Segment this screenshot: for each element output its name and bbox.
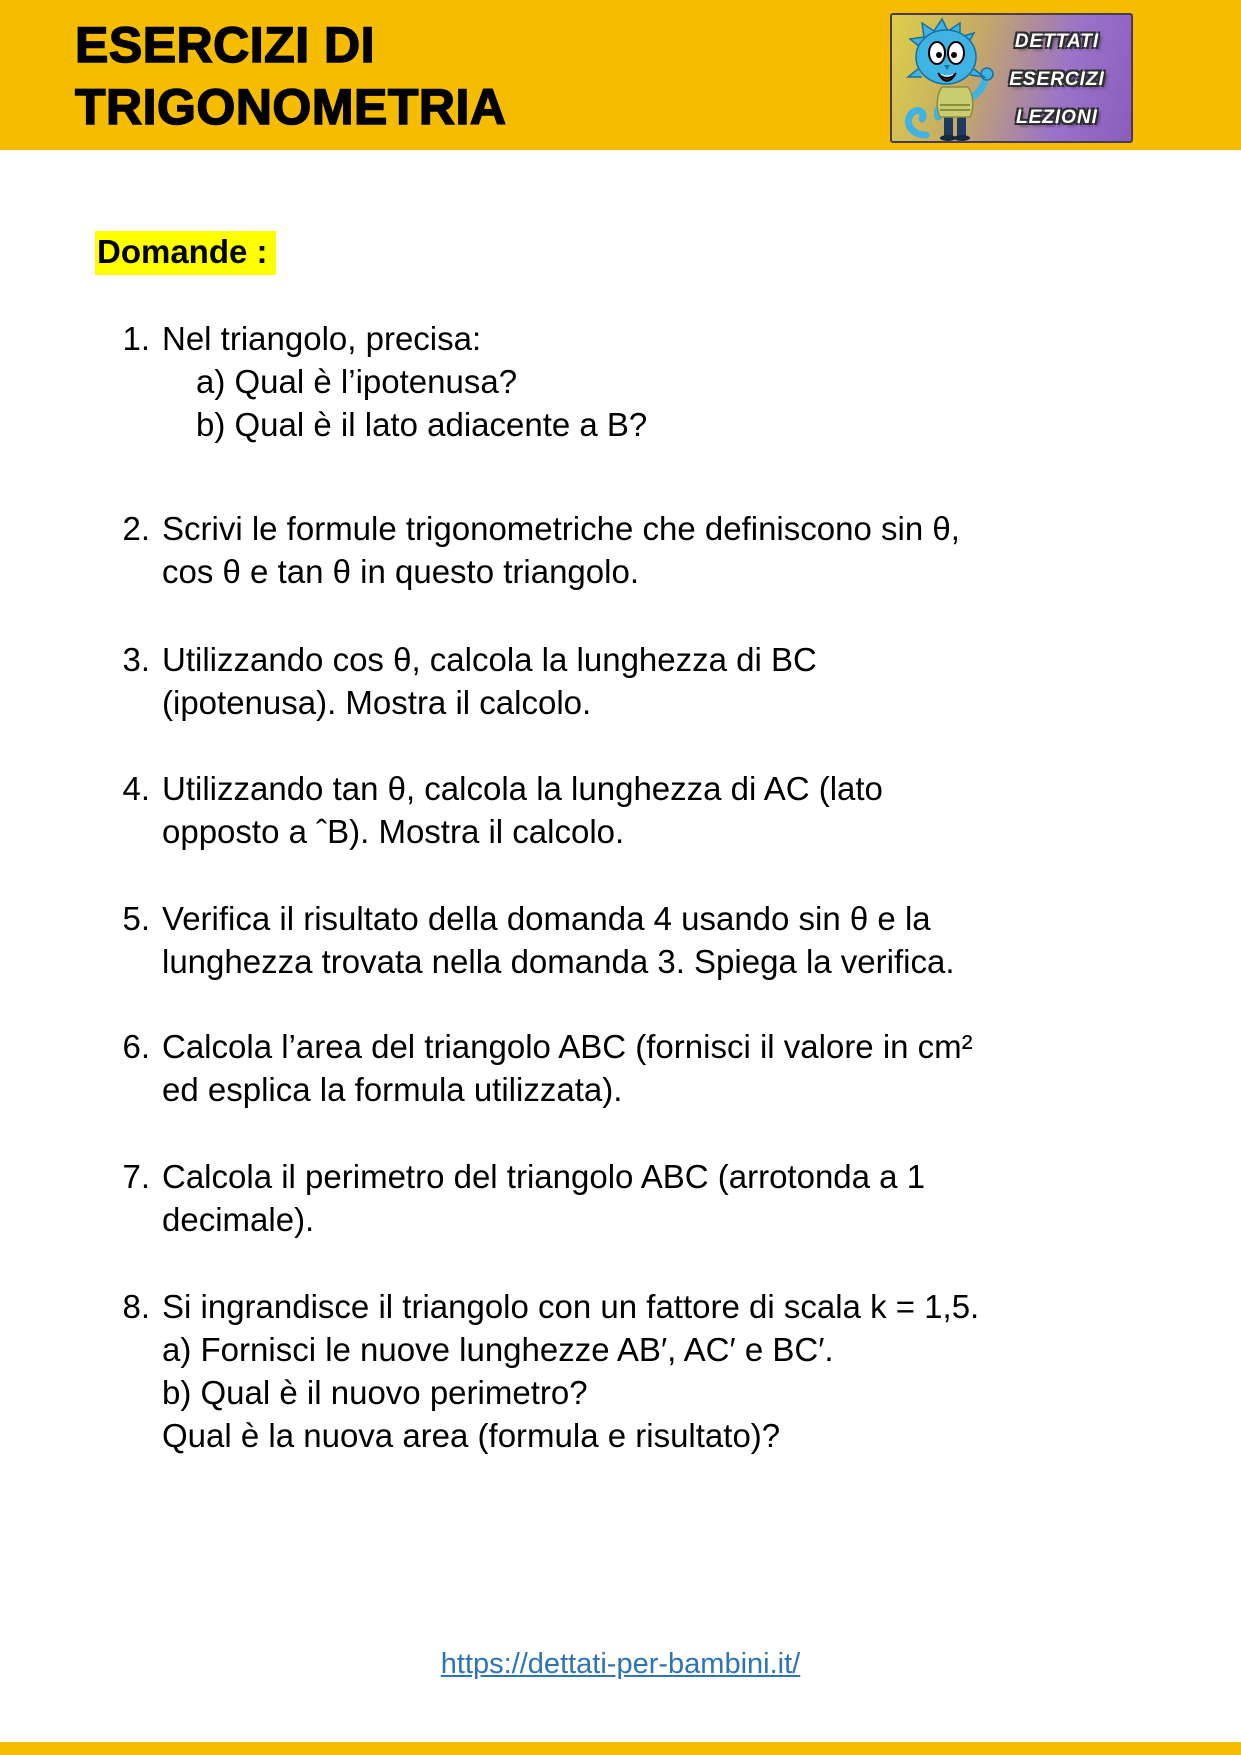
question-number: 6. bbox=[122, 1028, 150, 1065]
question-text: Verifica il risultato della domanda 4 usando sin θ e la bbox=[162, 900, 931, 937]
question-number: 1. bbox=[122, 320, 150, 357]
badge-label-esercizi: ESERCIZI bbox=[1009, 69, 1105, 90]
question-number: 2. bbox=[122, 510, 150, 547]
question-line bbox=[0, 1155, 1241, 1198]
question-line bbox=[0, 638, 1241, 681]
question-number: 3. bbox=[122, 641, 150, 678]
question-text: a) Qual è l’ipotenusa? bbox=[196, 363, 518, 400]
questions-list bbox=[0, 317, 1241, 1457]
question-text: b) Qual è il nuovo perimetro? bbox=[162, 1374, 588, 1411]
question-text: opposto a ˆB). Mostra il calcolo. bbox=[162, 813, 625, 850]
question-number: 4. bbox=[122, 770, 150, 807]
question-text: Scrivi le formule trigonometriche che definiscono sin θ, bbox=[162, 510, 960, 547]
question-line bbox=[0, 897, 1241, 940]
question-line bbox=[0, 507, 1241, 550]
mascot-badge-labels bbox=[993, 23, 1121, 137]
question-line bbox=[0, 1198, 1241, 1241]
question-item bbox=[0, 317, 1241, 446]
section-heading: Domande : bbox=[95, 231, 276, 275]
badge-label-dettati: DETTATI bbox=[1014, 31, 1100, 52]
question-line bbox=[0, 1371, 1241, 1414]
question-item bbox=[0, 897, 1241, 983]
footer bbox=[0, 1648, 1241, 1681]
question-item bbox=[0, 767, 1241, 853]
question-line bbox=[0, 940, 1241, 983]
question-text: b) Qual è il lato adiacente a B? bbox=[196, 406, 648, 443]
bottom-bar bbox=[0, 1742, 1241, 1755]
question-text: (ipotenusa). Mostra il calcolo. bbox=[162, 684, 592, 721]
question-line bbox=[0, 360, 1241, 403]
footer-link[interactable]: https://dettati-per-bambini.it/ bbox=[440, 1648, 801, 1680]
page-title-line1: ESERCIZI DI bbox=[75, 17, 375, 73]
question-number: 5. bbox=[122, 900, 150, 937]
page-title bbox=[75, 14, 506, 138]
header-banner bbox=[0, 0, 1241, 150]
question-line bbox=[0, 403, 1241, 446]
question-text: Calcola l’area del triangolo ABC (fornisci il valore in cm² bbox=[162, 1028, 973, 1065]
question-line bbox=[0, 1328, 1241, 1371]
question-line bbox=[0, 1025, 1241, 1068]
question-line bbox=[0, 317, 1241, 360]
question-item bbox=[0, 507, 1241, 593]
question-text: cos θ e tan θ in questo triangolo. bbox=[162, 553, 639, 590]
question-text: Qual è la nuova area (formula e risultato)? bbox=[162, 1417, 781, 1454]
page-title-line2: TRIGONOMETRIA bbox=[75, 79, 507, 135]
question-text: Si ingrandisce il triangolo con un fattore di scala k = 1,5. bbox=[162, 1288, 980, 1325]
question-line bbox=[0, 810, 1241, 853]
question-text: lunghezza trovata nella domanda 3. Spiega la verifica. bbox=[162, 943, 955, 980]
question-item bbox=[0, 1155, 1241, 1241]
question-text: decimale). bbox=[162, 1201, 315, 1238]
question-line bbox=[0, 1285, 1241, 1328]
question-item bbox=[0, 1025, 1241, 1111]
question-item bbox=[0, 1285, 1241, 1457]
question-number: 8. bbox=[122, 1288, 150, 1325]
question-text: Nel triangolo, precisa: bbox=[162, 320, 482, 357]
cat-mascot-icon bbox=[898, 17, 1003, 141]
question-text: Calcola il perimetro del triangolo ABC (arrotonda a 1 bbox=[162, 1158, 926, 1195]
question-text: ed esplica la formula utilizzata). bbox=[162, 1071, 623, 1108]
question-text: Utilizzando tan θ, calcola la lunghezza di AC (lato bbox=[162, 770, 883, 807]
question-number: 7. bbox=[122, 1158, 150, 1195]
question-line bbox=[0, 1068, 1241, 1111]
question-item bbox=[0, 638, 1241, 724]
question-line bbox=[0, 681, 1241, 724]
mascot-badge bbox=[890, 13, 1133, 143]
question-line bbox=[0, 767, 1241, 810]
question-text: a) Fornisci le nuove lunghezze AB′, AC′ e BC′. bbox=[162, 1331, 834, 1368]
question-text: Utilizzando cos θ, calcola la lunghezza di BC bbox=[162, 641, 817, 678]
question-line bbox=[0, 1414, 1241, 1457]
badge-label-lezioni: LEZIONI bbox=[1016, 107, 1098, 128]
question-line bbox=[0, 550, 1241, 593]
